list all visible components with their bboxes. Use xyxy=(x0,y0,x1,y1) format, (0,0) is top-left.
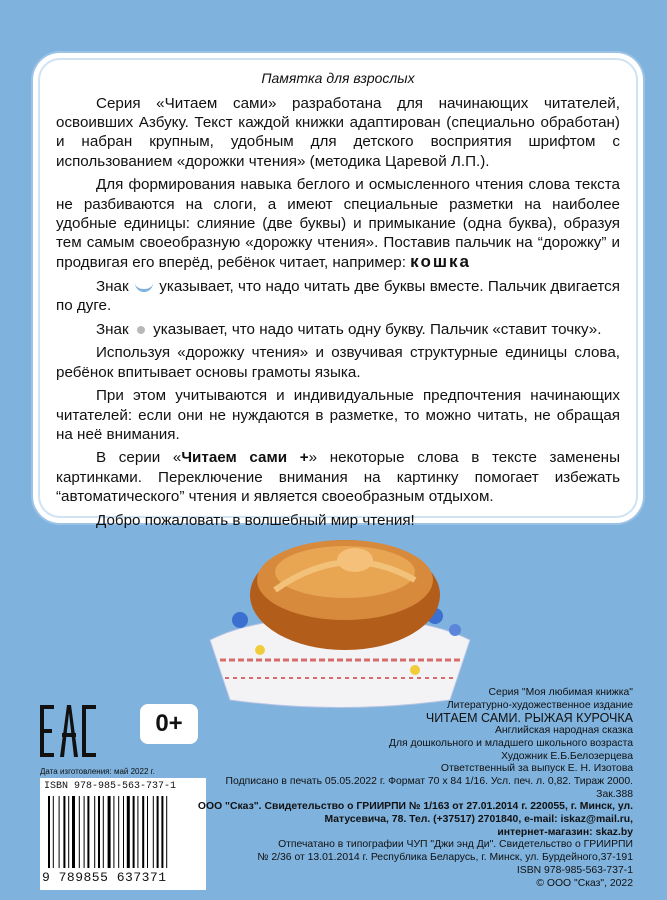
imprint-copyright: © ООО "Сказ", 2022 xyxy=(536,877,633,889)
memo-paragraph-8: Добро пожаловать в волшебный мир чтения! xyxy=(96,511,415,529)
isbn-digits: 9 789855 637371 xyxy=(42,870,167,885)
imprint-printer-address: № 2/36 от 13.01.2014 г. Республика Беларусь, г. Минск, ул. Бурдейного,37-191 xyxy=(257,852,633,864)
eac-mark-icon xyxy=(40,703,96,759)
memo-body xyxy=(56,94,620,534)
imprint-block xyxy=(193,687,633,890)
memo-paragraph-6: При этом учитываются и индивидуальные предпочтения начинающих читателей: если они не нуждаются в разметке, то можно читать, не обращая на неё внимания. xyxy=(56,387,620,443)
memo-paragraph-1: Серия «Читаем сами» разработана для начинающих читателей, освоивших Азбуку. Текст каждой книжки адаптирован (специально обработан) и набран крупным, удобным для детского восприятия шрифтом с использованием «дорожки чтения» (методика Царевой Л.П.). xyxy=(56,95,620,170)
dot-sign-text: указывает, что надо читать одну букву. Пальчик «ставит точку». xyxy=(153,320,602,338)
example-word xyxy=(410,252,471,271)
memo-paragraph-4 xyxy=(56,320,620,339)
imprint-isbn: ISBN 978-985-563-737-1 xyxy=(516,864,633,876)
example-word-part-3: ка xyxy=(449,252,471,272)
arc-sign-text: указывает, что надо читать две буквы вместе. Пальчик двигается по дуге. xyxy=(56,277,620,315)
dot-sign-icon xyxy=(137,326,145,334)
memo-paragraph-3 xyxy=(56,277,620,315)
memo-title: Памятка для взрослых xyxy=(261,70,415,86)
imprint-book-title: ЧИТАЕМ САМИ. РЫЖАЯ КУРОЧКА xyxy=(425,711,633,726)
imprint-genre: Английская народная сказка xyxy=(494,725,633,737)
memo-paragraph-2 xyxy=(56,175,620,272)
age-rating-badge: 0+ xyxy=(140,704,198,744)
imprint-series: Серия "Моя любимая книжка" xyxy=(488,687,633,698)
manufacture-date: Дата изготовления: май 2022 г. xyxy=(40,767,155,776)
series-text-b: » некоторые слова в тексте заменены картинками. Переключение внимания на картинку помогает избежать “автоматического” чтения и является своеобразным отдыхом. xyxy=(56,449,620,505)
example-word-part-2: ш xyxy=(432,252,450,272)
arc-sign-icon xyxy=(135,281,153,292)
imprint-artist: Художник Е.Б.Белозерцева xyxy=(501,750,633,762)
barcode-icon xyxy=(48,796,200,870)
memo-paragraph-2-text: Для формирования навыка беглого и осмысленного чтения слова текста не разбиваются на слоги, а имеют специальные разметки на наиболее удобные единицы: слияние (две буквы) и примыкание (одна буква), образуя тем самым своеобразную «дорожку чтения». Поставив пальчик на “дорожку” и продвигая его вперёд, ребёнок читает, например: xyxy=(56,176,620,272)
sign-label-2: Знак xyxy=(96,320,129,338)
imprint-print-details: Подписано в печать 05.05.2022 г. Формат 70 х 84 1/16. Усл. печ. л. 0,82. Тираж 2000. Зак.388 xyxy=(225,775,633,800)
imprint-printer: Отпечатано в типографии ЧУП "Джи энд Ди". Свидетельство о ГРИИРПИ xyxy=(278,839,633,851)
imprint-publisher: ООО "Сказ". Свидетельство о ГРИИРПИ № 1/163 от 27.01.2014 г. 220055, г. Минск, ул. xyxy=(197,801,633,813)
sign-label-1: Знак xyxy=(96,277,129,295)
imprint-edition-type: Литературно-художественное издание xyxy=(446,699,633,711)
imprint-shop: интернет-магазин: skaz.by xyxy=(497,826,633,838)
isbn-barcode-block xyxy=(40,778,206,890)
memo-paragraph-7 xyxy=(56,448,620,506)
series-text-a: В серии « xyxy=(96,449,182,467)
bread-illustration xyxy=(200,520,480,710)
memo-paragraph-5: Используя «дорожку чтения» и озвучивая структурные единицы слова, ребёнок впитывает основы грамоты языка. xyxy=(56,344,620,381)
imprint-responsible: Ответственный за выпуск Е. Н. Изотова xyxy=(440,763,633,775)
imprint-contacts: Матусевича, 78. Тел. (+37517) 2701840, e-mail: iskaz@mail.ru, xyxy=(324,814,633,826)
example-word-part-1: ко xyxy=(410,252,433,272)
isbn-label: ISBN 978-985-563-737-1 xyxy=(44,781,177,792)
imprint-age: Для дошкольного и младшего школьного возраста xyxy=(388,737,633,749)
series-name-bold: Читаем сами + xyxy=(181,449,309,467)
memo-box xyxy=(38,58,638,529)
